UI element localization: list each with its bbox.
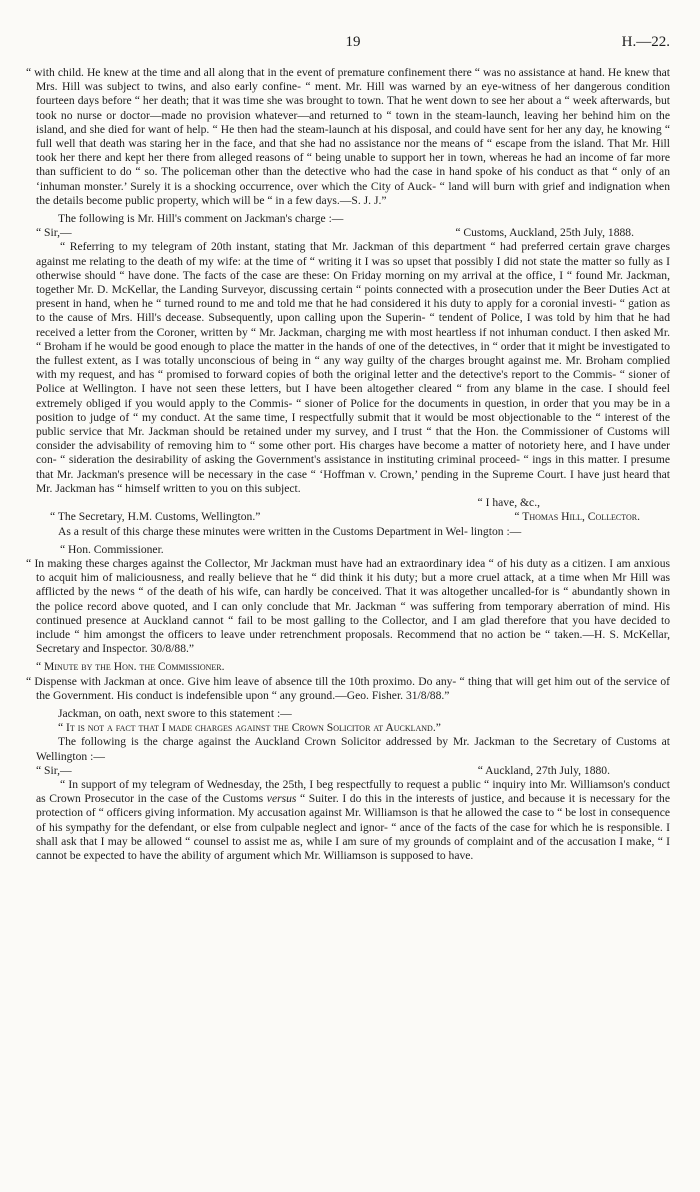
letter-salutation: “ Sir,—: [36, 226, 72, 240]
letter-dateline: “ Customs, Auckland, 25th July, 1888.: [455, 226, 634, 240]
page-header: [36, 34, 670, 56]
intro-paragraph: The following is Mr. Hill's comment on Jackman's charge :—: [58, 212, 344, 226]
minute-body: “ In making these charges against the Collector, Mr Jackman must have had an extraordinary idea “ of his duty as a citizen. I am anxious to acquit him of maliciousness, and really believe that he “ did think it his duty; but a more cruel attack, at a time when Mr Hill was afflicted by the news “ of the death of his wife, can hardly be conceived. That it was altogether uncalled-for is “ abundantly shown in the police record above quoted, and I can only conclude that Mr. Jackman “ was suffering from temporary aberration of mind. His continued presence at Auckland cannot “ fail to be most galling to the Collector, and I am glad therefore that you have decided to include “ him amongst the officers to leave under retrenchment proposals. Recommend that no action be “ taken.—H. S. McKellar, Secretary and Inspector. 30/8/88.”: [26, 556, 670, 656]
letter-salutation: “ Sir,—: [36, 763, 72, 777]
paragraph: As a result of this charge these minutes were written in the Customs Department in Wel- lington :—: [58, 524, 522, 538]
letter-body-text: “ In support of my telegram of Wednesday, the 25th, I beg respectfully to request a public “ inquiry into Mr. Williamson's conduct as Crown Prosecutor in the case of the Customs: [36, 777, 670, 806]
minute-salutation: “ Hon. Commissioner.: [60, 542, 164, 556]
quoted-paragraph: “ with child. He knew at the time and all along that in the event of premature confinement there “ was no assistance at hand. He knew that Mrs. Hill was subject to twins, and also early confine- “ ment. Mr. Hill was warned by an eye-witness of her dangerous condition fourteen days before “ her death; that it was time she was brought to town. That he went down to see her about a “ week afterwards, but took no nurse or doctor—made no provision whatever—and returned to “ town in the steam-launch, leaving her behind him on the island, and she died for want of help. “ He then had the steam-launch at his disposal, and could have sent for her any day, he knowing “ full well that death was staring her in the face, and that she had no assistance nor the means of “ escape from the island. That Mr. Hill took her there and kept her there from alleged reasons of “ being unable to support her in town, whereas he had an income of far more than sufficient to do “ so. The policeman other than the detective who had the case in hand spoke of his conduct as that “ only of an ‘inhuman monster.’ Surely it is a shocking occurrence, over which the City of Auck- “ land will burn with grief and indignation when the details become public property, which will be “ in a few days.—S. J. J.”: [26, 66, 670, 207]
document-body: [26, 66, 670, 863]
letter-body: “ Referring to my telegram of 20th instant, stating that Mr. Jackman of this department “ had preferred certain grave charges against me relating to the death of my wife: at the time of “ writing it I was so upset that possibly I did not state the matter so fully as I otherwise should “ have done. The facts of the case are these: On Friday morning on my arrival at the office, I “ found Mr. Jackman, together Mr. D. McKellar, the Landing Surveyor, discussing certain “ points connected with a prosecution under the Beer Duties Act at present in hand, when he “ turned round to me and told me that he had considered it his duty to apply for a coronial investi- “ gation as to the cause of Mrs. Hill's decease. Subsequently, upon calling upon the Superin- “ tendent of Police, I was told by him that he had received a letter from the Coroner, written by “ Mr. Jackman, charging me with most heartless if not inhuman conduct. I then asked Mr. “ Broham if he would be good enough to place the matter in the hands of one of the detectives, in “ order that it might be investigated to the fullest extent, as I was totally unconscious of being in “ any way guilty of the charges brought against me. Mr. Broham complied with my request, and has “ promised to forward copies of both the original letter and the detective's report to the Commis- “ sioner of Police at Wellington. I have not seen these letters, but I have been altogether cleared “ from any blame in the case. I should feel extremely obliged if you would apply to the Commis- “ sioner of Police for the documents in question, in order that you may be in a position to judge of “ my conduct. At the same time, I respectfully submit that it would be most objectionable to the “ interest of the public service that Mr. Jackman should be retained under my survey, and I trust “ that the Hon. the Commissioner of Customs will consider the advisability of removing him to “ some other port. His charges have become a matter of notoriety here, and I have under con- “ sideration the desirability of asking the Government's assistance in instituting criminal proceed- “ ings in this matter. I presume that Mr. Jackman's presence will be necessary in the case “ ‘Hoffman v. Crown,’ pending in the Supreme Court. I have just heard that Mr. Jackman has “ himself written to you on this subject.: [36, 240, 670, 495]
sworn-statement: “ It is not a fact that I made charges against the Crown Solicitor at Auckland.”: [58, 721, 441, 735]
document-reference: H.—22.: [621, 34, 670, 50]
letter-body: [36, 778, 670, 863]
letter-dateline: “ Auckland, 27th July, 1880.: [477, 763, 610, 777]
letter-heading: [36, 764, 670, 778]
minute-heading: “ Minute by the Hon. the Commissioner.: [36, 660, 225, 674]
minute-body: “ Dispense with Jackman at once. Give him leave of absence till the 10th proximo. Do any- “ thing that will get him out of the service of the Government. His conduct is indefensible upon “ any ground.—Geo. Fisher. 31/8/88.”: [26, 674, 670, 702]
letter-body-text: “ Suiter. I do this in the interests of justice, and because it is necessary for the protection of “ officers giving information. My accusation against Mr. Williamson is that he allowed the case to “ be lost in consequence of his sympathy for the defendant, or else from culpable neglect and ignor- “ ance of the facts of the case for which he is responsible. I shall ask that I may be allowed “ counsel to assist me as, while I am sure of my grounds of complaint and of the accusation I make, “ I cannot be expected to have the ability of argument which Mr. Williamson is supposed to have.: [36, 792, 670, 862]
paragraph: The following is the charge against the Auckland Crown Solicitor addressed by Mr. Jackman to the Secretary of Customs at Wellington :—: [36, 735, 670, 763]
paragraph: Jackman, on oath, next swore to this statement :—: [58, 706, 292, 720]
versus-word: versus: [266, 792, 297, 806]
letter-footer: [36, 510, 670, 524]
letter-addressee: “ The Secretary, H.M. Customs, Wellington.”: [50, 510, 261, 524]
letter-closing: “ I have, &c.,: [477, 496, 540, 510]
letter-heading: [36, 226, 670, 240]
page-number: 19: [345, 34, 361, 50]
letter-signature: “ Thomas Hill, Collector.: [514, 510, 640, 524]
